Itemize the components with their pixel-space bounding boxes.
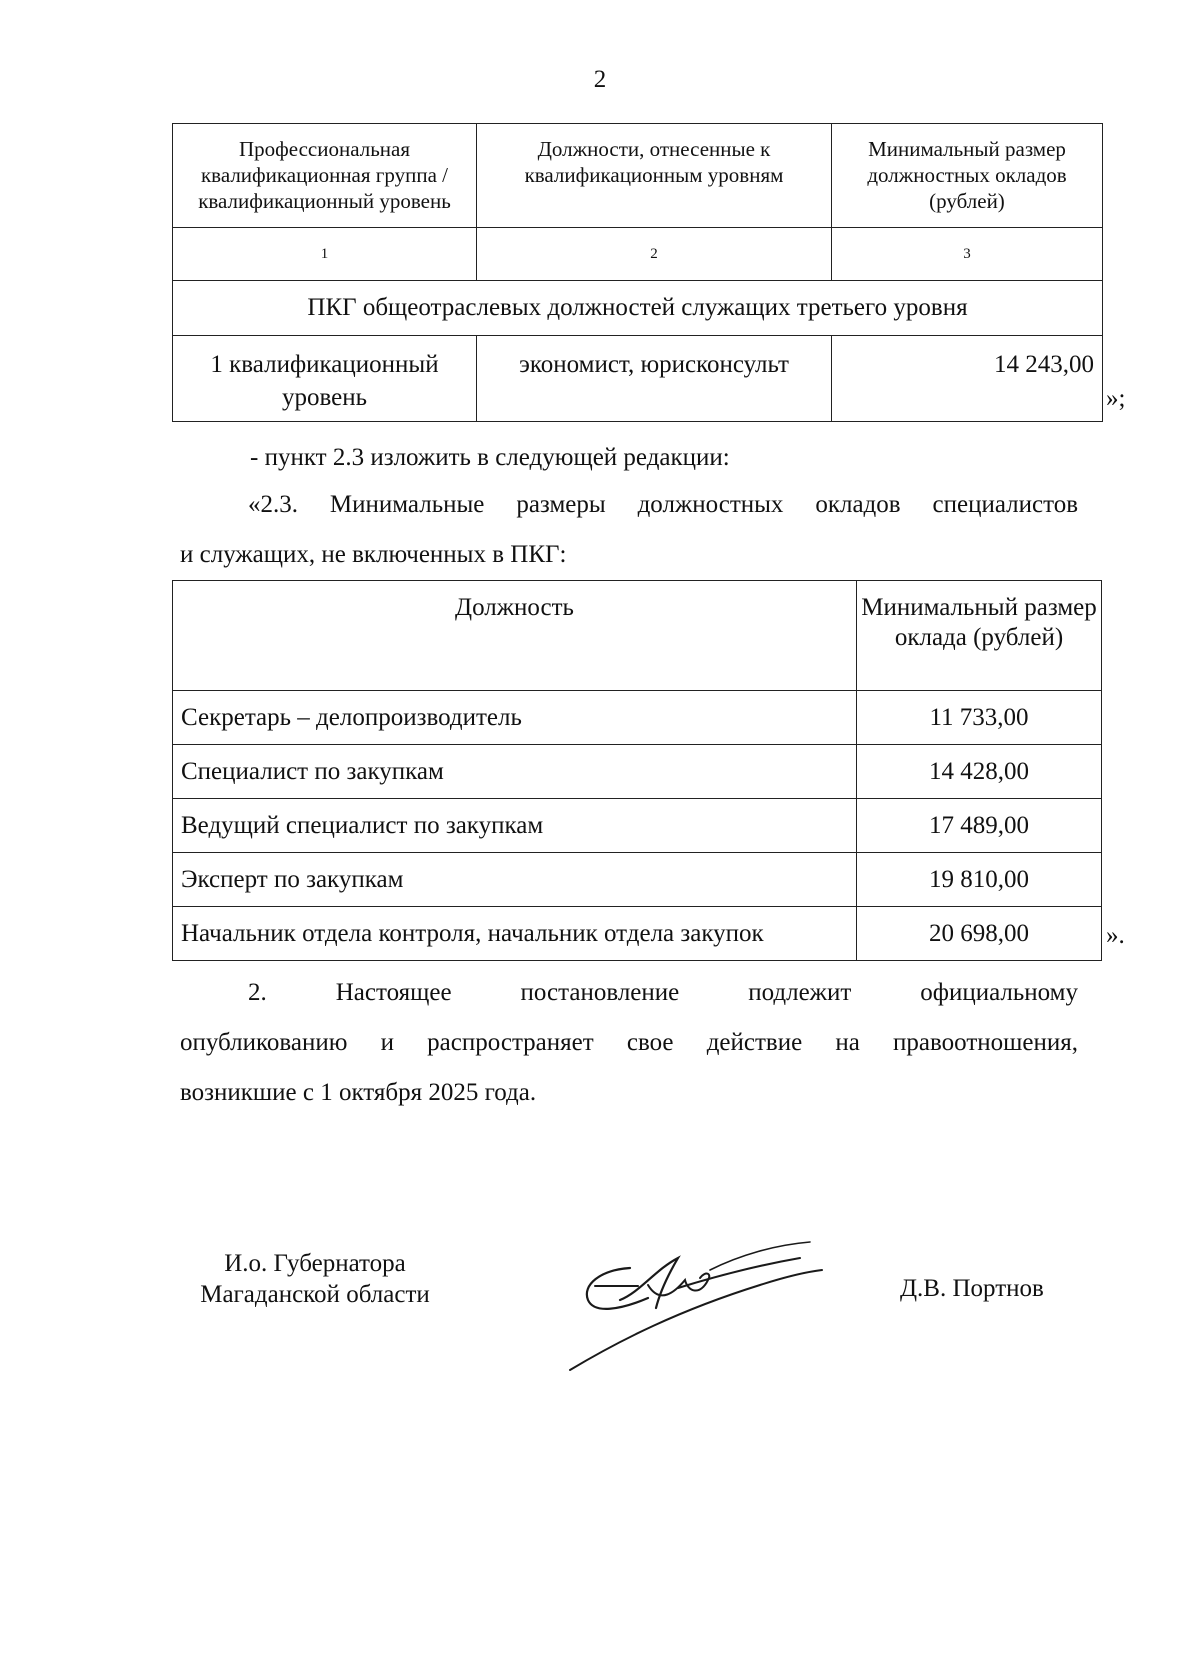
signatory-title-line: Магаданской области — [200, 1281, 430, 1308]
salary-table — [172, 580, 1102, 961]
signatory-title-line: И.о. Губернатора — [224, 1250, 406, 1277]
column-number: 3 — [832, 228, 1103, 281]
position-cell: Эксперт по закупкам — [173, 853, 857, 907]
salary-cell: 14 428,00 — [857, 745, 1102, 799]
table-header-row — [173, 124, 1103, 228]
table-row — [173, 745, 1102, 799]
header-cell-salary: Минимальный размер оклада (рублей) — [857, 581, 1102, 691]
closing-quote-mark: ». — [1106, 922, 1125, 949]
column-number: 1 — [173, 228, 477, 281]
salary-cell: 17 489,00 — [857, 799, 1102, 853]
closing-quote-mark: »; — [1106, 385, 1126, 412]
qualification-group-table — [172, 123, 1103, 422]
position-cell: Ведущий специалист по закупкам — [173, 799, 857, 853]
group-title-row — [173, 281, 1103, 336]
paragraph-line: опубликованию и распространяет свое действие на правоотношения, — [180, 1029, 1078, 1056]
positions-cell: экономист, юрисконсульт — [477, 336, 832, 422]
paragraph-line: «2.3. Минимальные размеры должностных окладов специалистов — [248, 491, 1078, 518]
position-cell: Специалист по закупкам — [173, 745, 857, 799]
column-number-row — [173, 228, 1103, 281]
table-row — [173, 853, 1102, 907]
paragraph-line: возникшие с 1 октября 2025 года. — [180, 1079, 537, 1106]
table-row — [173, 799, 1102, 853]
table-header-row — [173, 581, 1102, 691]
column-number: 2 — [477, 228, 832, 281]
header-cell-position: Должность — [173, 581, 857, 691]
signatory-name: Д.В. Портнов — [900, 1275, 1044, 1302]
group-title: ПКГ общеотраслевых должностей служащих третьего уровня — [173, 281, 1103, 336]
header-cell-group: Профессиональная квалификационная группа / квалификационный уровень — [173, 124, 477, 228]
table-row — [173, 691, 1102, 745]
handwritten-signature — [560, 1230, 840, 1380]
paragraph-line: и служащих, не включенных в ПКГ: — [180, 541, 567, 568]
paragraph-2-3 — [180, 480, 1078, 580]
salary-cell: 20 698,00 — [857, 907, 1102, 961]
amend-paragraph: - пункт 2.3 изложить в следующей редакции: — [250, 444, 730, 471]
table-row — [173, 907, 1102, 961]
header-cell-salary: Минимальный размер должностных окладов (рублей) — [832, 124, 1103, 228]
signatory-title — [180, 1248, 450, 1310]
salary-cell: 19 810,00 — [857, 853, 1102, 907]
header-cell-positions: Должности, отнесенные к квалификационным уровням — [477, 124, 832, 228]
paragraph-line: 2. Настоящее постановление подлежит официальному — [248, 979, 1078, 1006]
paragraph-2 — [180, 968, 1078, 1118]
salary-cell: 11 733,00 — [857, 691, 1102, 745]
qualification-level: 1 квалификационный уровень — [173, 336, 477, 422]
position-cell: Секретарь – делопроизводитель — [173, 691, 857, 745]
salary-cell: 14 243,00 — [832, 336, 1103, 422]
table-row — [173, 336, 1103, 422]
position-cell: Начальник отдела контроля, начальник отдела закупок — [173, 907, 857, 961]
page-number: 2 — [593, 66, 607, 93]
